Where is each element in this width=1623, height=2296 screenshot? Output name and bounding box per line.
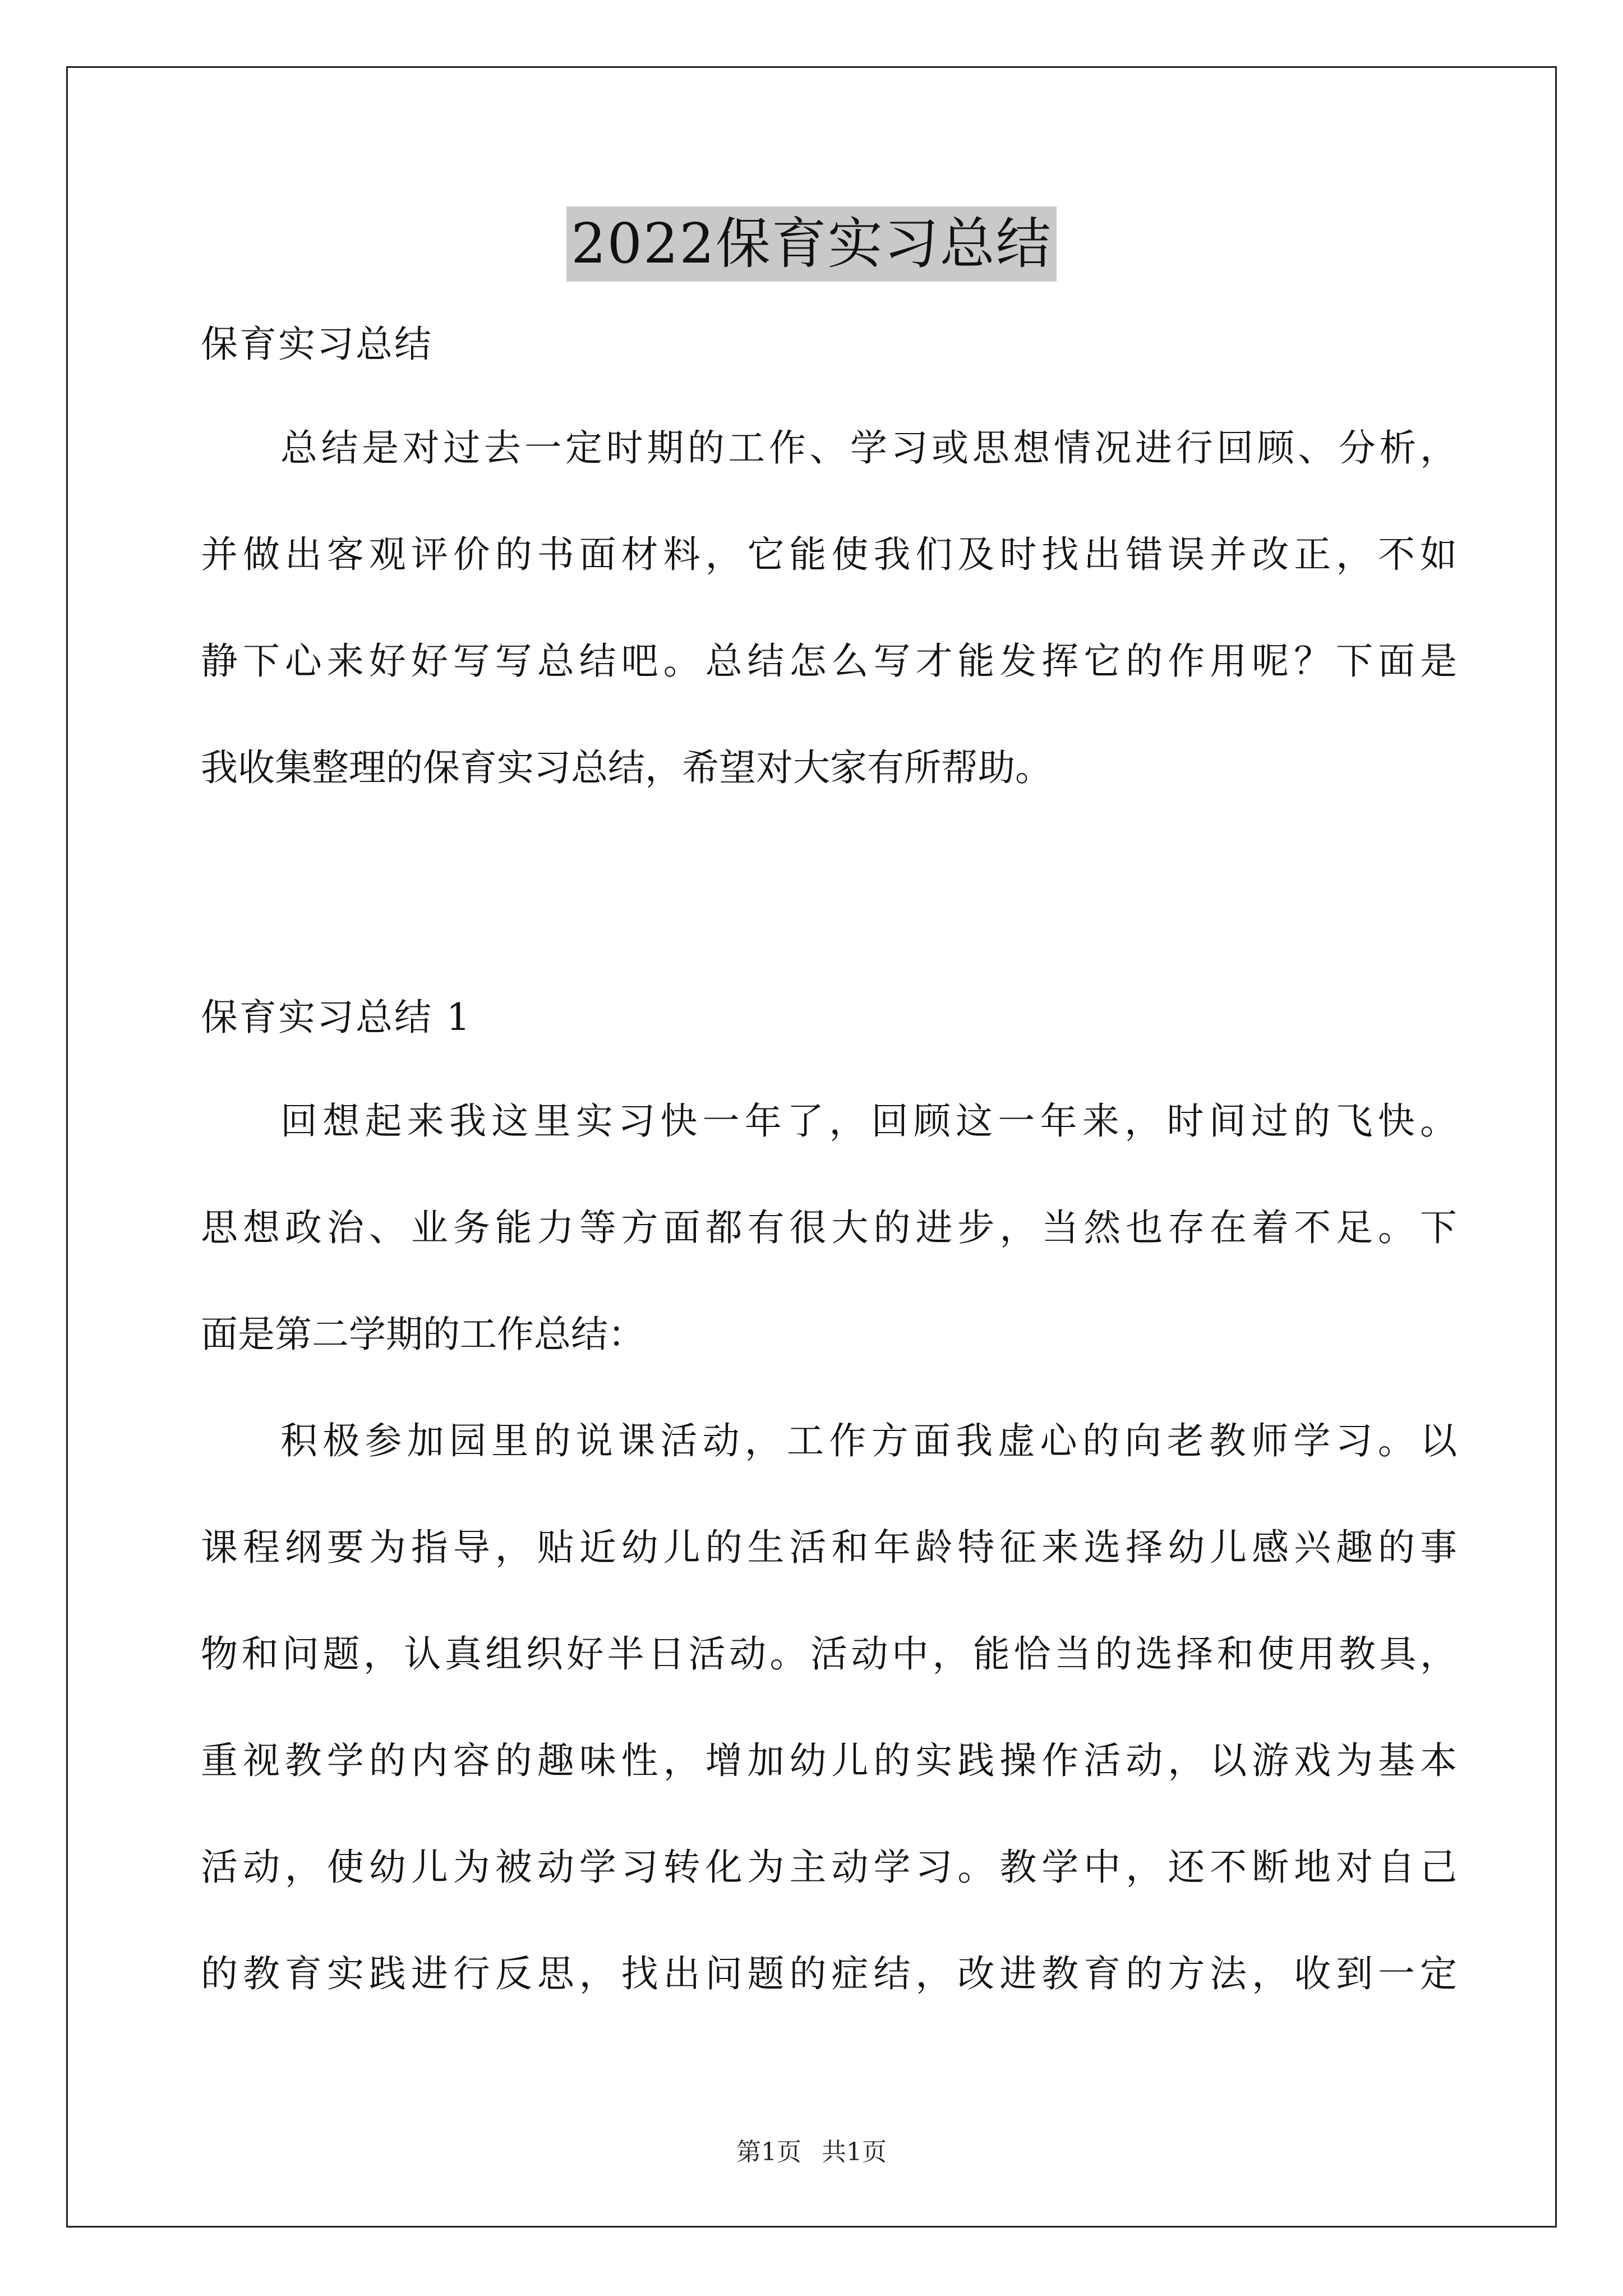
paragraph-line: 回想起来我这里实习快一年了，回顾这一年来，时间过的飞快。 bbox=[280, 1099, 1457, 1143]
page-number-total: 共1页 bbox=[822, 2138, 887, 2166]
intro-line: 静下心来好好写写总结吧。总结怎么写才能发挥它的作用呢？下面是 bbox=[201, 639, 1457, 683]
paragraph-line: 思想政治、业务能力等方面都有很大的进步，当然也存在着不足。下 bbox=[201, 1206, 1457, 1249]
paragraph-line: 的教育实践进行反思，找出问题的症结，改进教育的方法，收到一定 bbox=[201, 1952, 1457, 1995]
intro-line: 我收集整理的保育实习总结，希望对大家有所帮助。 bbox=[201, 746, 1052, 789]
intro-line: 总结是对过去一定时期的工作、学习或思想情况进行回顾、分析， bbox=[280, 426, 1457, 470]
title-container bbox=[0, 206, 1623, 282]
paragraph-line: 活动，使幼儿为被动学习转化为主动学习。教学中，还不断地对自己 bbox=[201, 1846, 1457, 1889]
paragraph-line: 重视教学的内容的趣味性，增加幼儿的实践操作活动，以游戏为基本 bbox=[201, 1739, 1457, 1782]
intro-line: 并做出客观评价的书面材料，它能使我们及时找出错误并改正，不如 bbox=[201, 533, 1457, 576]
paragraph-line: 物和问题，认真组织好半日活动。活动中，能恰当的选择和使用教具， bbox=[201, 1632, 1457, 1676]
page-footer bbox=[0, 2132, 1623, 2168]
subtitle: 保育实习总结 bbox=[201, 323, 433, 366]
page-border bbox=[66, 66, 1557, 2228]
page-number-current: 第1页 bbox=[736, 2138, 801, 2166]
section-heading: 保育实习总结 1 bbox=[201, 996, 472, 1039]
paragraph-line: 课程纲要为指导，贴近幼儿的生活和年龄特征来选择幼儿感兴趣的事 bbox=[201, 1526, 1457, 1569]
document-title: 2022保育实习总结 bbox=[566, 206, 1056, 282]
paragraph-line: 面是第二学期的工作总结： bbox=[201, 1313, 645, 1356]
paragraph-line: 积极参加园里的说课活动，工作方面我虚心的向老教师学习。以 bbox=[280, 1419, 1457, 1462]
